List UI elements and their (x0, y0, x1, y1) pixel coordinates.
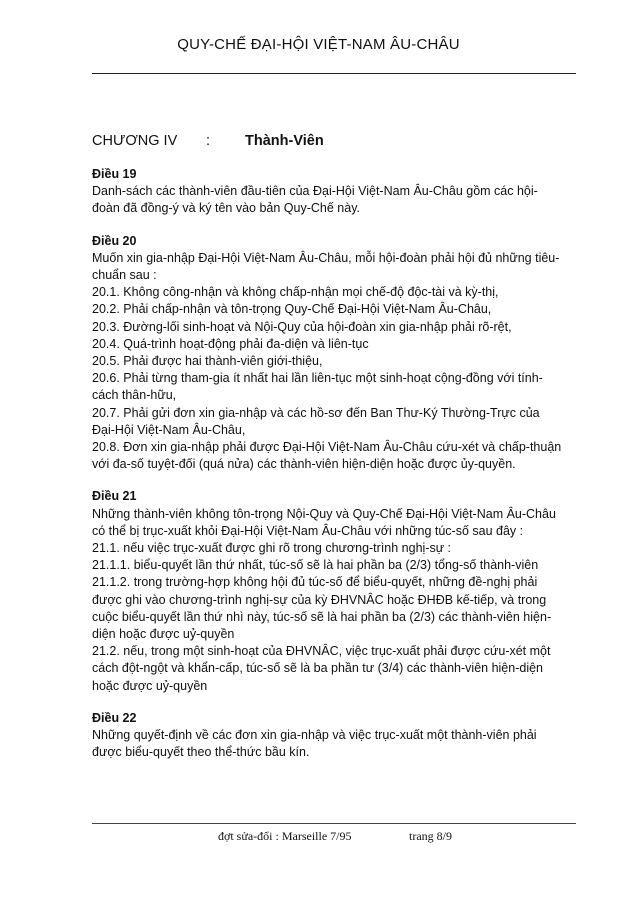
article-text-line: 20.6. Phải từng tham-gia ít nhất hai lần liên-tục một sinh-hoạt cộng-đồng với tính- (92, 371, 543, 386)
article-text-line: chuẩn sau : (92, 268, 157, 283)
article-text-line: Những thành-viên không tôn-trọng Nội-Quy và Quy-Chế Đại-Hội Việt-Nam Âu-Châu (92, 506, 556, 521)
header-divider (92, 73, 576, 74)
article-block (92, 233, 576, 474)
article-title: Điều 22 (92, 710, 137, 725)
footer-divider (92, 823, 576, 824)
article-text-line: hoặc được uỷ-quyền (92, 678, 208, 693)
article-title: Điều 19 (92, 167, 137, 181)
article-text-line: đoàn đã đồng-ý và ký tên vào bản Quy-Chế này. (92, 201, 360, 216)
article-text-line: cách đột-ngột và khẩn-cấp, túc-số sẽ là ba phần tư (3/4) các thành-viên hiện-diện (92, 661, 543, 676)
article-block (92, 710, 576, 762)
article-text-line: 20.4. Quá-trình hoạt-động phải đa-diện và liên-tục (92, 336, 369, 351)
article-block (92, 166, 576, 218)
article-text-line: 21.1. nếu việc trục-xuất được ghi rõ trong chương-trình nghị-sự : (92, 541, 452, 556)
article-title: Điều 20 (92, 233, 137, 248)
page-header-title: QUY-CHẾ ĐẠI-HỘI VIỆT-NAM ÂU-CHÂU (177, 36, 460, 53)
article-text-line: 20.3. Đường-lối sinh-hoạt và Nội-Quy của hội-đoàn xin gia-nhập phải rõ-rệt, (92, 319, 512, 334)
article-text-line: 20.8. Đơn xin gia-nhập phải được Đại-Hội Việt-Nam Âu-Châu cứu-xét và chấp-thuận (92, 440, 562, 455)
article-text-line: 20.2. Phải chấp-nhận và tôn-trọng Quy-Chế Đại-Hội Việt-Nam Âu-Châu, (92, 302, 492, 317)
article-text-line: 21.1.1. biểu-quyết lần thứ nhất, túc-số sẽ là hai phần ba (2/3) tổng-số thành-viên (92, 558, 539, 573)
article-text-line: cách thân-hữu, (92, 388, 177, 403)
article-text-line: Danh-sách các thành-viên đầu-tiên của Đại-Hội Việt-Nam Âu-Châu gồm các hội- (92, 184, 538, 199)
article-text-line: Những quyết-định về các đơn xin gia-nhập và việc trục-xuất một thành-viên phải (92, 728, 537, 743)
article-title: Điều 21 (92, 489, 137, 504)
article-text-line: 20.1. Không công-nhận và không chấp-nhận mọi chế-độ độc-tài và kỳ-thị, (92, 285, 499, 300)
chapter-number: CHƯƠNG IV (92, 133, 178, 149)
article-text-line: có thể bị trục-xuất khỏi Đại-Hội Việt-Nam Âu-Châu với những túc-số sau đây : (92, 523, 524, 538)
article-text-line: diện hoặc được uỷ-quyền (92, 627, 235, 642)
chapter-title: Thành-Viên (245, 133, 324, 149)
article-text-line: 20.5. Phải được hai thành-viên giới-thiệu, (92, 354, 323, 369)
article-text-line: với đa-số tuyệt-đối (quá nửa) các thành-viên hiện-diện hoặc được ủy-quyền. (92, 457, 516, 472)
article-text-line: được biểu-quyết theo thể-thức bầu kín. (92, 745, 310, 760)
chapter-separator: : (206, 133, 211, 149)
article-text-line: cuộc biểu-quyết lần thứ nhì này, túc-số sẽ là hai phần ba (2/3) các thành-viên hiện- (92, 609, 552, 624)
document-body (92, 166, 576, 777)
article-text-line: 21.1.2. trong trường-hợp không hội đủ túc-số để biểu-quyết, những đề-nghị phải (92, 575, 538, 590)
article-text-line: được ghi vào chương-trình nghị-sự của kỳ ĐHVNÂC hoặc ĐHĐB kế-tiếp, và trong (92, 592, 547, 607)
footer-page-number: trang 8/9 (409, 829, 452, 843)
footer-edit-note: đợt sửa-đổi : Marseille 7/95 (218, 829, 352, 843)
article-text-line: 20.7. Phải gửi đơn xin gia-nhập và các hồ-sơ đến Ban Thư-Ký Thường-Trực của (92, 405, 540, 420)
article-text-line: 21.2. nếu, trong một sinh-hoạt của ĐHVNÂC, việc trục-xuất phải được cứu-xét một (92, 644, 551, 659)
article-block (92, 488, 576, 694)
article-text-line: Muốn xin gia-nhập Đại-Hội Việt-Nam Âu-Châu, mỗi hội-đoàn phải hội đủ những tiêu- (92, 250, 560, 265)
article-text-line: Đại-Hội Việt-Nam Âu-Châu, (92, 422, 246, 437)
